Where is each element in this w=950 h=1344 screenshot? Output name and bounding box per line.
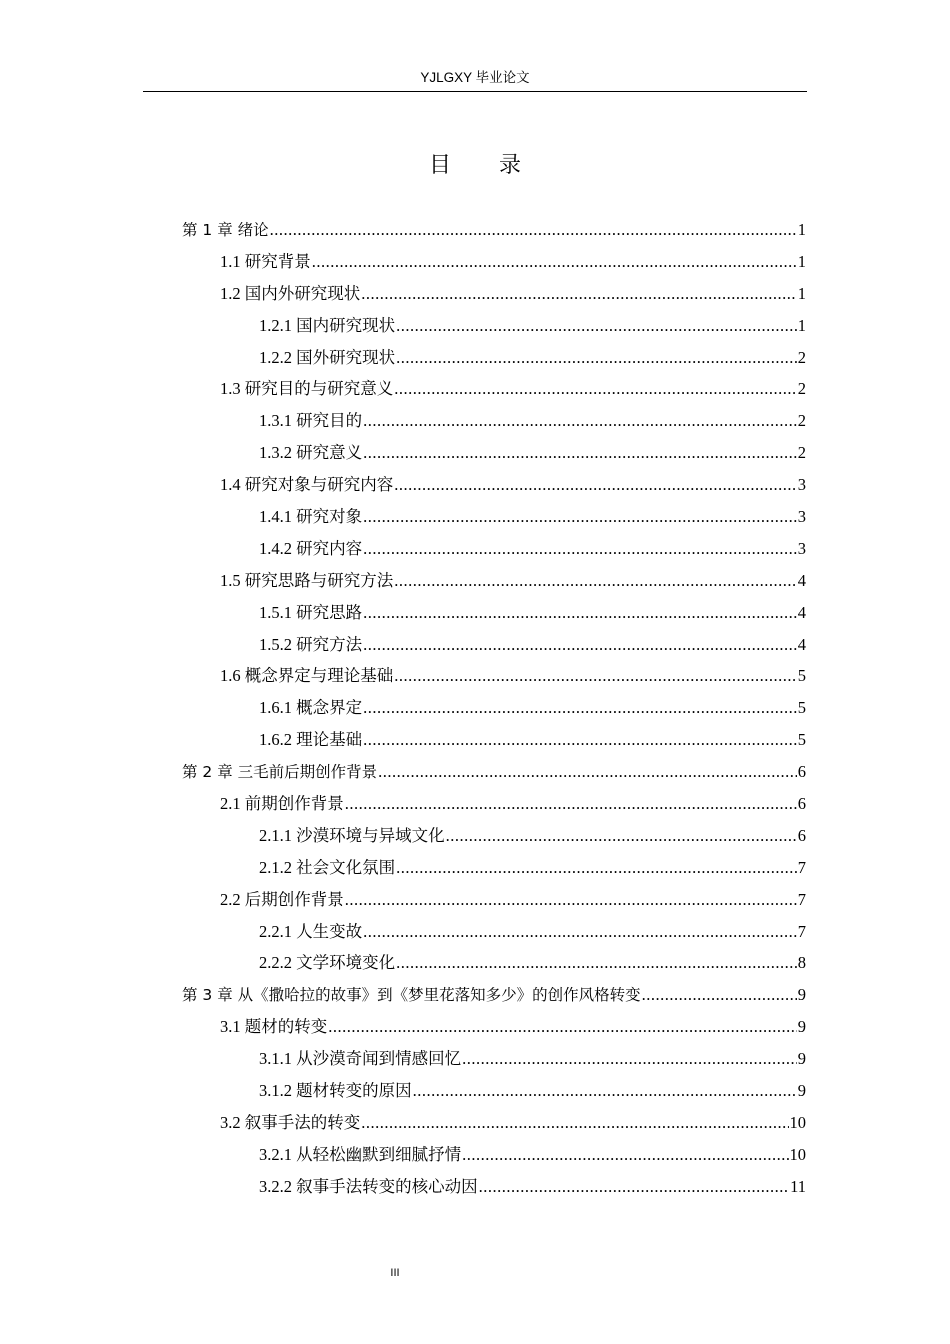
dot-leader xyxy=(394,565,797,597)
dot-leader xyxy=(363,597,797,629)
toc-entry-title: 1.2.2 国外研究现状 xyxy=(259,347,396,367)
toc-entry-page: 6 xyxy=(797,794,806,814)
toc-entry-title: 2.1.1 沙漠环境与异域文化 xyxy=(259,825,445,845)
toc-entry-title: 3.2.1 从轻松幽默到细腻抒情 xyxy=(259,1144,462,1164)
toc-entry-title: 1.2 国内外研究现状 xyxy=(220,283,361,303)
dot-leader xyxy=(345,788,797,820)
table-of-contents xyxy=(182,214,806,1203)
toc-entry-page: 6 xyxy=(797,825,806,845)
toc-entry-page: 11 xyxy=(790,1176,806,1196)
toc-entry-page: 3 xyxy=(797,507,806,527)
running-header: YJLGXY 毕业论文 xyxy=(420,70,530,85)
toc-entry-page: 3 xyxy=(797,538,806,558)
toc-entry-title: 1.6.1 概念界定 xyxy=(259,698,363,718)
toc-entry-title: 2.2 后期创作背景 xyxy=(220,889,344,909)
dot-leader xyxy=(363,724,797,756)
toc-entry[interactable] xyxy=(182,310,806,342)
toc-entry-title: 1.1 研究背景 xyxy=(220,251,311,271)
toc-entry-title: 2.2.2 文学环境变化 xyxy=(259,953,396,973)
toc-entry[interactable] xyxy=(182,1075,806,1107)
toc-entry-page: 9 xyxy=(797,1081,806,1101)
toc-entry-title: 1.4.1 研究对象 xyxy=(259,507,363,527)
dot-leader xyxy=(361,278,797,310)
dot-leader xyxy=(642,979,797,1011)
toc-entry-title: 1.5.1 研究思路 xyxy=(259,602,363,622)
toc-entry[interactable] xyxy=(182,692,806,724)
toc-entry[interactable] xyxy=(182,214,806,246)
dot-leader xyxy=(361,1107,788,1139)
dot-leader xyxy=(270,214,797,246)
toc-entry-title: 1.4.2 研究内容 xyxy=(259,538,363,558)
dot-leader xyxy=(396,342,797,374)
dot-leader xyxy=(363,501,797,533)
toc-entry-title: 3.2.2 叙事手法转变的核心动因 xyxy=(259,1176,478,1196)
dot-leader xyxy=(312,246,797,278)
toc-entry-page: 2 xyxy=(797,443,806,463)
toc-entry-page: 7 xyxy=(797,857,806,877)
dot-leader xyxy=(462,1043,797,1075)
toc-entry-title: 第 2 章 三毛前后期创作背景 xyxy=(182,763,378,782)
page-number: III xyxy=(390,1267,400,1279)
toc-entry-title: 1.3.2 研究意义 xyxy=(259,443,363,463)
toc-entry-page: 1 xyxy=(797,220,806,239)
dot-leader xyxy=(363,405,797,437)
toc-entry-page: 10 xyxy=(789,1112,806,1132)
toc-entry-title: 1.4 研究对象与研究内容 xyxy=(220,475,394,495)
toc-entry[interactable] xyxy=(182,373,806,405)
toc-entry[interactable] xyxy=(182,565,806,597)
dot-leader xyxy=(328,1011,797,1043)
toc-entry-title: 1.3 研究目的与研究意义 xyxy=(220,379,394,399)
toc-entry[interactable] xyxy=(182,501,806,533)
toc-entry[interactable] xyxy=(182,884,806,916)
dot-leader xyxy=(363,533,797,565)
toc-entry-page: 1 xyxy=(797,315,806,335)
toc-entry[interactable] xyxy=(182,979,806,1011)
toc-entry-title: 第 3 章 从《撒哈拉的故事》到《梦里花落知多少》的创作风格转变 xyxy=(182,986,641,1005)
toc-entry-title: 1.6 概念界定与理论基础 xyxy=(220,666,394,686)
toc-entry-title: 2.1 前期创作背景 xyxy=(220,794,344,814)
toc-entry[interactable] xyxy=(182,246,806,278)
toc-entry[interactable] xyxy=(182,1171,806,1203)
toc-entry-title: 2.1.2 社会文化氛围 xyxy=(259,857,396,877)
toc-entry-title: 3.1 题材的转变 xyxy=(220,1017,328,1037)
toc-entry-page: 3 xyxy=(797,475,806,495)
toc-entry[interactable] xyxy=(182,437,806,469)
toc-entry-page: 9 xyxy=(797,1017,806,1037)
toc-entry-page: 4 xyxy=(797,634,806,654)
toc-entry[interactable] xyxy=(182,469,806,501)
dot-leader xyxy=(413,1075,797,1107)
dot-leader xyxy=(363,916,797,948)
toc-entry[interactable] xyxy=(182,629,806,661)
dot-leader xyxy=(345,884,797,916)
dot-leader xyxy=(462,1139,788,1171)
toc-entry-page: 2 xyxy=(797,347,806,367)
dot-leader xyxy=(394,469,797,501)
toc-entry-title: 2.2.1 人生变故 xyxy=(259,921,363,941)
toc-entry-title: 3.2 叙事手法的转变 xyxy=(220,1112,361,1132)
header-divider xyxy=(143,91,807,92)
toc-entry[interactable] xyxy=(182,660,806,692)
toc-entry[interactable] xyxy=(182,916,806,948)
toc-entry[interactable] xyxy=(182,852,806,884)
toc-entry[interactable] xyxy=(182,724,806,756)
toc-entry-title: 1.5.2 研究方法 xyxy=(259,634,363,654)
dot-leader xyxy=(363,437,797,469)
toc-entry-title: 1.5 研究思路与研究方法 xyxy=(220,570,394,590)
dot-leader xyxy=(394,660,797,692)
toc-entry-title: 1.3.1 研究目的 xyxy=(259,411,363,431)
dot-leader xyxy=(363,629,797,661)
toc-entry-page: 9 xyxy=(797,985,806,1005)
toc-entry-page: 7 xyxy=(797,921,806,941)
toc-entry-page: 2 xyxy=(797,379,806,399)
toc-entry-title: 3.1.2 题材转变的原因 xyxy=(259,1081,412,1101)
toc-entry[interactable] xyxy=(182,533,806,565)
dot-leader xyxy=(378,756,797,788)
toc-entry-page: 4 xyxy=(797,602,806,622)
toc-entry-page: 2 xyxy=(797,411,806,431)
dot-leader xyxy=(396,947,797,979)
dot-leader xyxy=(363,692,797,724)
toc-entry-title: 1.6.2 理论基础 xyxy=(259,730,363,750)
toc-entry-page: 1 xyxy=(797,283,806,303)
toc-entry[interactable] xyxy=(182,1139,806,1171)
dot-leader xyxy=(394,373,797,405)
toc-entry[interactable] xyxy=(182,278,806,310)
dot-leader xyxy=(479,1171,789,1203)
toc-entry[interactable] xyxy=(182,342,806,374)
dot-leader xyxy=(446,820,797,852)
toc-entry[interactable] xyxy=(182,756,806,788)
toc-entry-page: 5 xyxy=(797,698,806,718)
toc-entry-title: 3.1.1 从沙漠奇闻到情感回忆 xyxy=(259,1049,462,1069)
dot-leader xyxy=(396,310,797,342)
toc-entry[interactable] xyxy=(182,1107,806,1139)
toc-entry-page: 1 xyxy=(797,251,806,271)
toc-entry-page: 6 xyxy=(797,762,806,782)
toc-entry[interactable] xyxy=(182,788,806,820)
toc-entry-page: 5 xyxy=(797,730,806,750)
toc-entry-page: 4 xyxy=(797,570,806,590)
toc-entry-page: 10 xyxy=(789,1144,806,1164)
toc-entry[interactable] xyxy=(182,597,806,629)
toc-entry[interactable] xyxy=(182,1011,806,1043)
toc-entry-page: 5 xyxy=(797,666,806,686)
toc-entry[interactable] xyxy=(182,820,806,852)
toc-entry-page: 7 xyxy=(797,889,806,909)
toc-entry-title: 第 1 章 绪论 xyxy=(182,221,269,239)
toc-title: 目录 xyxy=(428,153,569,178)
toc-entry-page: 8 xyxy=(797,953,806,973)
toc-entry-title: 1.2.1 国内研究现状 xyxy=(259,315,396,335)
toc-entry[interactable] xyxy=(182,1043,806,1075)
toc-entry[interactable] xyxy=(182,405,806,437)
toc-entry[interactable] xyxy=(182,947,806,979)
dot-leader xyxy=(396,852,797,884)
toc-entry-page: 9 xyxy=(797,1049,806,1069)
